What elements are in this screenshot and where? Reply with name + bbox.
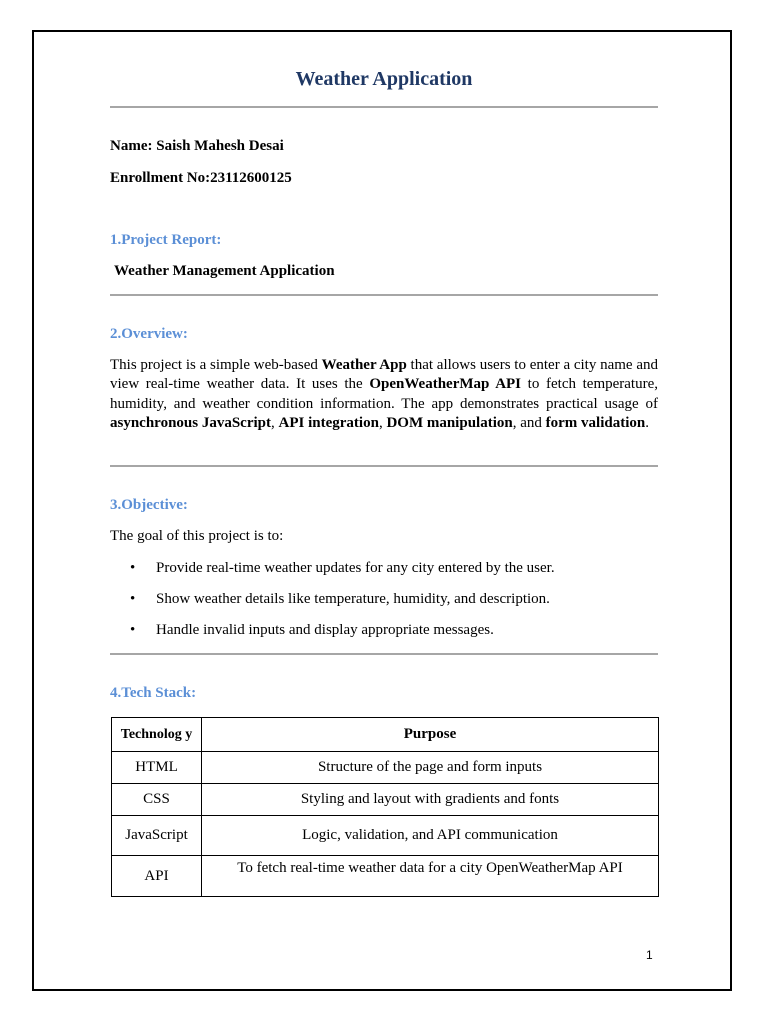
- divider: [110, 653, 658, 655]
- bullet-icon: •: [130, 560, 136, 576]
- author-name: Name: Saish Mahesh Desai: [110, 138, 284, 154]
- section-heading-objective: 3.Objective:: [110, 497, 188, 513]
- table-cell-technology: CSS: [112, 784, 202, 816]
- table-cell-purpose: Styling and layout with gradients and fonts: [202, 784, 659, 816]
- list-item-text: Handle invalid inputs and display appropriate messages.: [156, 622, 494, 638]
- overview-emphasis: Weather App: [321, 357, 407, 373]
- overview-emphasis: asynchronous JavaScript: [110, 415, 272, 432]
- divider: [110, 294, 658, 296]
- table-row: [112, 784, 659, 816]
- overview-paragraph: [110, 356, 658, 434]
- table-cell-purpose: Logic, validation, and API communication: [202, 816, 659, 856]
- overview-emphasis: OpenWeatherMap API: [369, 376, 522, 393]
- table-row: [112, 816, 659, 856]
- objective-intro: The goal of this project is to:: [110, 528, 284, 544]
- overview-text: to fetch temperature, humidity, and weather condition information. The app demonstrates practical usage of: [110, 376, 659, 412]
- table-cell-technology: API: [112, 856, 202, 897]
- section-heading-tech-stack: 4.Tech Stack:: [110, 685, 197, 701]
- overview-emphasis: API integration: [278, 415, 379, 432]
- table-cell-purpose: To fetch real-time weather data for a city OpenWeatherMap API: [202, 856, 659, 897]
- table-row: [112, 856, 659, 897]
- overview-text: .: [645, 415, 649, 432]
- table-header-technology: Technolog y: [112, 718, 202, 752]
- list-item-text: Provide real-time weather updates for any city entered by the user.: [156, 560, 555, 576]
- section-heading-overview: 2.Overview:: [110, 326, 188, 342]
- divider: [110, 465, 658, 467]
- enrollment-number: Enrollment No:23112600125: [110, 170, 292, 186]
- document-title: Weather Application: [295, 68, 473, 90]
- overview-text: that allows users to enter a city name and view real-time weather data. It uses the: [110, 357, 658, 393]
- table-row: [112, 752, 659, 784]
- tech-stack-table: [111, 717, 659, 897]
- overview-text: , and: [512, 415, 546, 432]
- page-number: 1: [646, 948, 653, 962]
- overview-text: This project is a simple web-based: [110, 357, 322, 373]
- section-heading-project-report: 1.Project Report:: [110, 232, 222, 248]
- divider: [110, 106, 658, 108]
- project-subtitle: Weather Management Application: [114, 263, 335, 279]
- list-item-text: Show weather details like temperature, humidity, and description.: [156, 591, 550, 607]
- table-header-purpose: Purpose: [202, 718, 659, 752]
- bullet-icon: •: [130, 591, 136, 607]
- overview-emphasis: form validation: [545, 415, 646, 432]
- bullet-icon: •: [130, 622, 136, 638]
- table-header-row: [112, 718, 659, 752]
- table-cell-technology: JavaScript: [112, 816, 202, 856]
- overview-text: ,: [378, 415, 387, 432]
- table-cell-purpose: Structure of the page and form inputs: [202, 752, 659, 784]
- overview-emphasis: DOM manipulation: [386, 415, 513, 432]
- table-cell-technology: HTML: [112, 752, 202, 784]
- overview-text: ,: [271, 415, 279, 432]
